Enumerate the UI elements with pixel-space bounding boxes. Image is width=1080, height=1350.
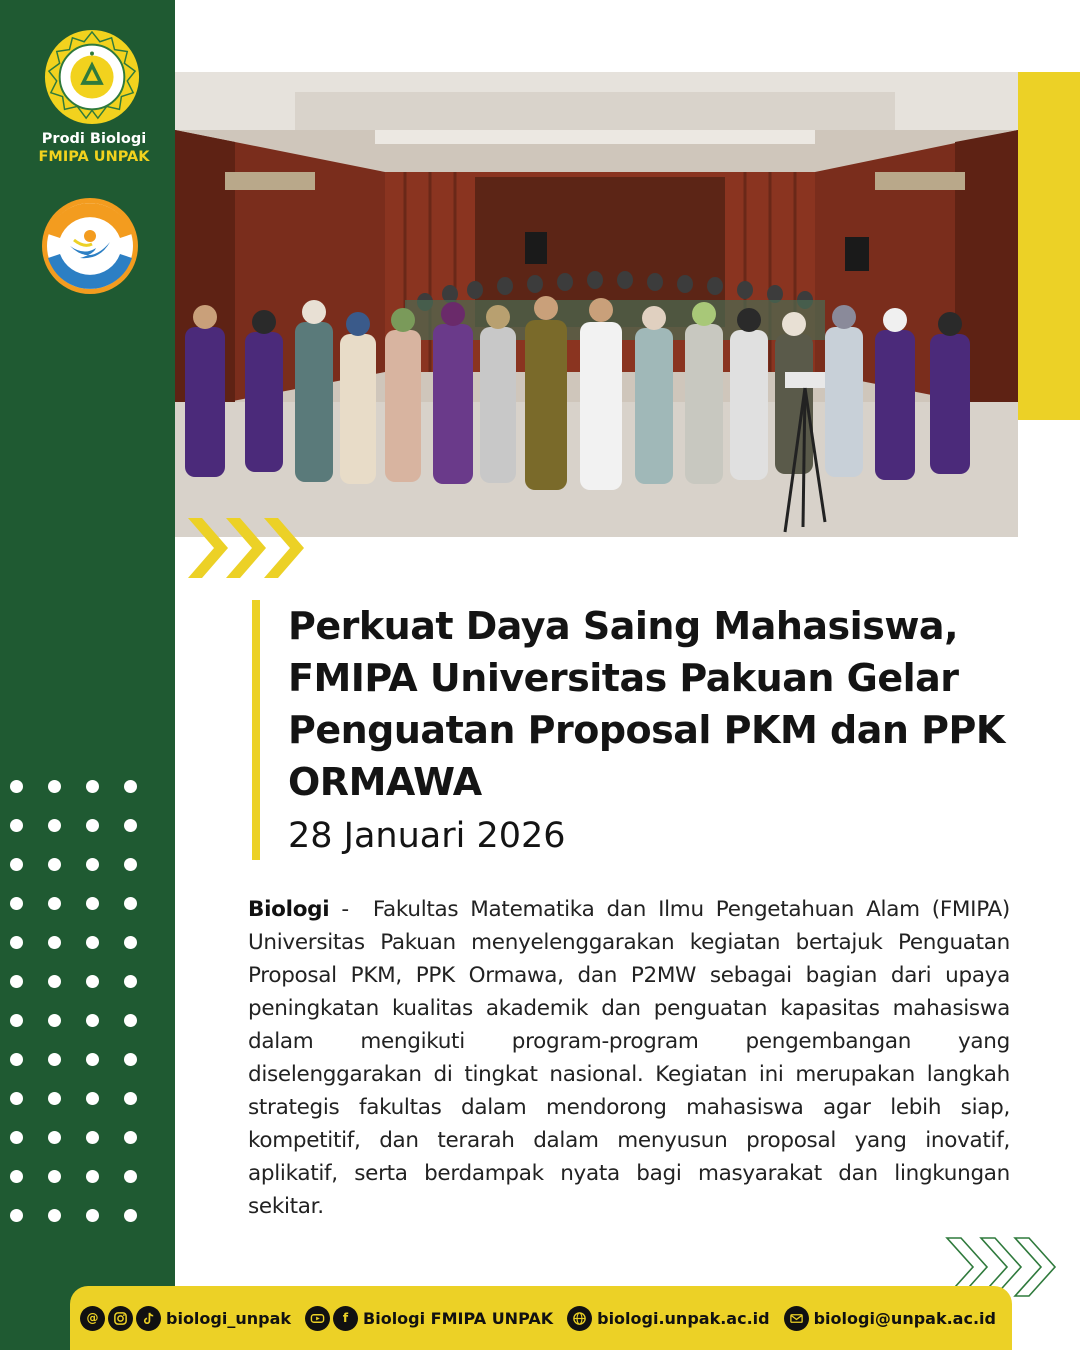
footer-social-handle[interactable] [80, 1306, 291, 1331]
article-date: 28 Januari 2026 [288, 816, 566, 856]
headline-accent-line [252, 600, 260, 860]
footer-youtube-facebook[interactable] [305, 1306, 553, 1331]
youtube-icon [305, 1306, 330, 1331]
brand-line-faculty: FMIPA UNPAK [38, 149, 150, 165]
email-label: biologi@unpak.ac.id [813, 1308, 996, 1328]
social-handle-label: biologi_unpak [166, 1308, 292, 1328]
chevron-arrows-icon [188, 518, 306, 578]
instagram-icon [108, 1306, 133, 1331]
decorative-dot-grid [10, 780, 150, 1222]
article-body [248, 893, 1010, 1223]
facebook-icon: f [333, 1306, 358, 1331]
footer-website[interactable] [567, 1306, 769, 1331]
brand-line-prodi: Prodi Biologi [41, 131, 147, 147]
tiktok-icon [136, 1306, 161, 1331]
decorative-yellow-bar [1018, 72, 1080, 420]
article-body-text: Fakultas Matematika dan Ilmu Pengetahuan Alam (FMIPA) Universitas Pakuan menyelenggarakan kegiatan bertajuk Penguatan Proposal PKM, PPK Ormawa, dan P2MW sebagai bagian dari upaya peningkatan kualitas akademik dan penguatan kapasitas mahasiswa dalam mengikuti program-program pengembangan yang diselenggarakan di tingkat nasional. Kegiatan ini merupakan langkah strategis fakultas dalam mendorong mahasiswa agar lebih siap, kompetitif, dan terarah dalam menyusun proposal yang inovatif, aplikatif, serta berdampak nyata bagi masyarakat dan lingkungan sekitar. [248, 897, 1011, 1219]
university-logo [43, 28, 141, 126]
lead-separator: - [329, 897, 373, 922]
article-lead-label: Biologi [248, 897, 330, 922]
event-group-photo [175, 72, 1018, 537]
diktisaintek-berdampak-logo [34, 196, 146, 296]
website-label: biologi.unpak.ac.id [597, 1308, 770, 1328]
article-headline: Perkuat Daya Saing Mahasiswa, FMIPA Universitas Pakuan Gelar Penguatan Proposal PKM dan PPK ORMAWA [288, 604, 1005, 804]
brand-title [0, 130, 188, 166]
footer-contact-bar [70, 1286, 1012, 1350]
sidebar [0, 0, 175, 1350]
footer-email[interactable] [784, 1306, 996, 1331]
threads-icon: @ [80, 1306, 105, 1331]
mail-icon [784, 1306, 809, 1331]
youtube-facebook-label: Biologi FMIPA UNPAK [363, 1308, 554, 1328]
globe-icon [567, 1306, 592, 1331]
